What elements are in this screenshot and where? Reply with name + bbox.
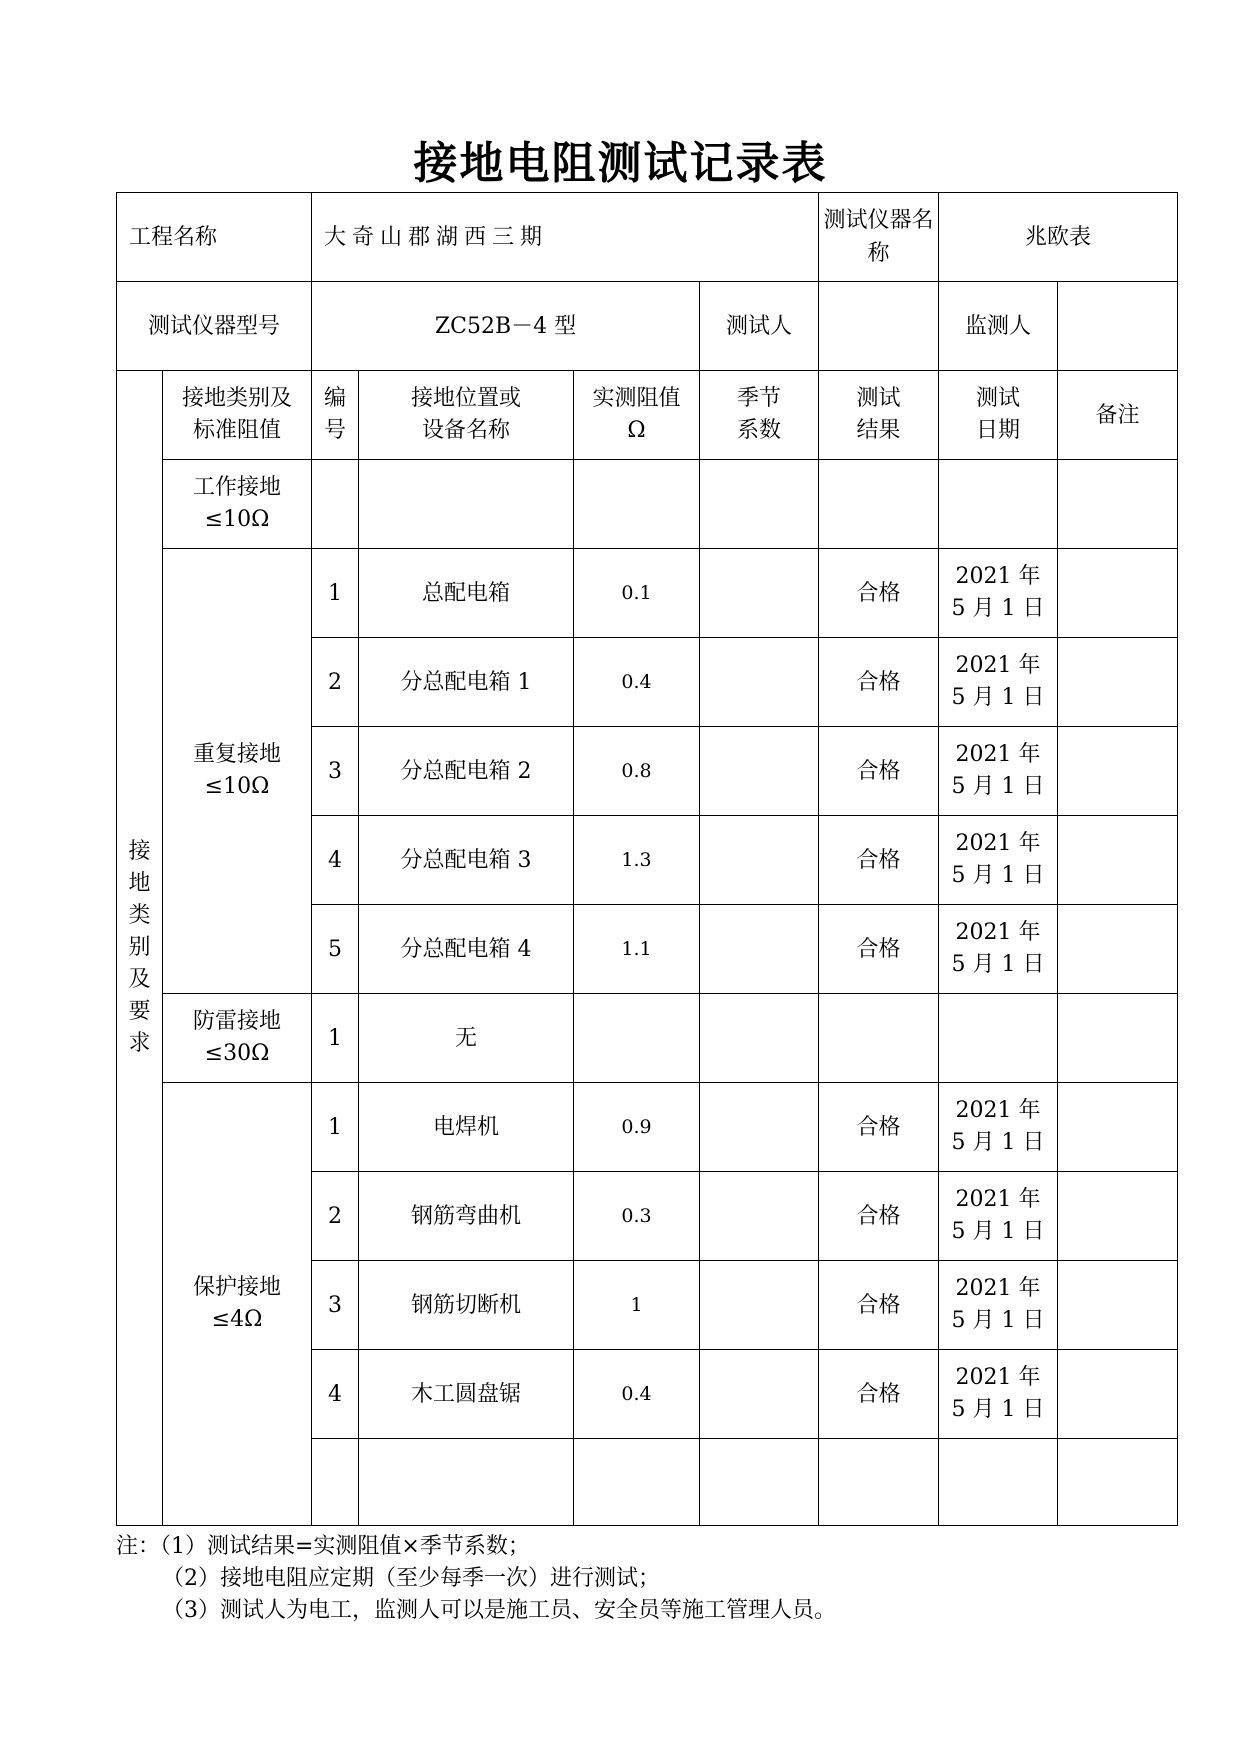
- cell-measured: 0.8: [574, 727, 700, 816]
- date-line: 5 月 1 日: [951, 1397, 1045, 1422]
- date-line: 5 月 1 日: [951, 1219, 1045, 1244]
- header-remark: 备注: [1058, 371, 1178, 460]
- cell-season: [700, 1172, 819, 1261]
- header-result-line: 测试: [856, 386, 901, 411]
- cell-date: [939, 727, 1058, 816]
- cell-remark: [1058, 994, 1178, 1083]
- cell-no: 2: [312, 638, 359, 727]
- document-title: 接地电阻测试记录表: [413, 138, 828, 189]
- cell-date: [939, 994, 1058, 1083]
- side-label-char: 类: [128, 903, 151, 928]
- info-row-1: [117, 193, 1178, 282]
- cell-result: [819, 460, 939, 549]
- category-cell: [163, 460, 312, 549]
- cell-date: [939, 1172, 1058, 1261]
- cell-season: [700, 727, 819, 816]
- instrument-name-value: 兆欧表: [939, 193, 1178, 282]
- cell-no: 1: [312, 1083, 359, 1172]
- note-line: 注：（1）测试结果=实测阻值×季节系数；: [116, 1534, 530, 1559]
- cell-date: [939, 1261, 1058, 1350]
- cell-season: [700, 549, 819, 638]
- date-line: 2021 年: [955, 920, 1041, 945]
- category-line: 重复接地: [193, 742, 282, 767]
- table-row: [117, 549, 1178, 638]
- side-label-char: 及: [128, 967, 151, 992]
- cell-result: 合格: [819, 1350, 939, 1439]
- date-line: 5 月 1 日: [951, 952, 1045, 977]
- side-label-char: 接: [128, 839, 151, 864]
- cell-no: 3: [312, 727, 359, 816]
- date-line: 5 月 1 日: [951, 774, 1045, 799]
- cell-result: 合格: [819, 727, 939, 816]
- cell-result: 合格: [819, 638, 939, 727]
- header-season-line: 系数: [737, 418, 782, 443]
- project-label: 工程名称: [117, 193, 312, 282]
- header-measured: [574, 371, 700, 460]
- cell-location: 电焊机: [359, 1083, 574, 1172]
- notes: [116, 1531, 836, 1627]
- instrument-name-label: 测试仪器名称: [819, 193, 939, 282]
- date-line: 5 月 1 日: [951, 1308, 1045, 1333]
- date-line: 2021 年: [955, 1365, 1041, 1390]
- instrument-model-label: 测试仪器型号: [117, 282, 312, 371]
- table-row: [117, 460, 1178, 549]
- table-row: [117, 1083, 1178, 1172]
- cell-location: 钢筋切断机: [359, 1261, 574, 1350]
- cell-season: [700, 1439, 819, 1526]
- cell-result: [819, 1439, 939, 1526]
- header-no-line: 编: [324, 386, 347, 411]
- cell-measured: 0.4: [574, 638, 700, 727]
- cell-measured: 1.3: [574, 816, 700, 905]
- category-line: ≤30Ω: [204, 1041, 270, 1066]
- cell-location: [359, 460, 574, 549]
- cell-remark: [1058, 1083, 1178, 1172]
- cell-date: [939, 1439, 1058, 1526]
- date-line: 5 月 1 日: [951, 685, 1045, 710]
- cell-date: [939, 905, 1058, 994]
- cell-remark: [1058, 1261, 1178, 1350]
- date-line: 2021 年: [955, 1276, 1041, 1301]
- header-measured-line: 实测阻值: [592, 386, 681, 411]
- date-line: 2021 年: [955, 831, 1041, 856]
- header-category-line: 标准阻值: [193, 418, 282, 443]
- cell-location: [359, 1439, 574, 1526]
- column-header-row: [117, 371, 1178, 460]
- cell-no: [312, 1439, 359, 1526]
- cell-season: [700, 905, 819, 994]
- header-location-line: 接地位置或: [411, 386, 522, 411]
- cell-date: [939, 460, 1058, 549]
- cell-date: [939, 1350, 1058, 1439]
- cell-date: [939, 638, 1058, 727]
- cell-location: 总配电箱: [359, 549, 574, 638]
- cell-location: 钢筋弯曲机: [359, 1172, 574, 1261]
- date-line: 5 月 1 日: [951, 1130, 1045, 1155]
- header-location-line: 设备名称: [422, 418, 511, 443]
- cell-date: [939, 549, 1058, 638]
- monitor-label: 监测人: [939, 282, 1058, 371]
- header-date: [939, 371, 1058, 460]
- header-no: [312, 371, 359, 460]
- side-label-char: 地: [128, 871, 151, 896]
- cell-remark: [1058, 905, 1178, 994]
- header-result-line: 结果: [856, 418, 901, 443]
- cell-measured: [574, 994, 700, 1083]
- cell-location: 分总配电箱 2: [359, 727, 574, 816]
- tester-value: [819, 282, 939, 371]
- cell-measured: 0.9: [574, 1083, 700, 1172]
- cell-measured: [574, 460, 700, 549]
- record-table: [116, 192, 1178, 1526]
- project-value: 大奇山郡湖西三期: [312, 193, 819, 282]
- note-line: （2）接地电阻应定期（至少每季一次）进行测试；: [162, 1566, 660, 1591]
- cell-result: 合格: [819, 1083, 939, 1172]
- cell-measured: 1.1: [574, 905, 700, 994]
- cell-no: 5: [312, 905, 359, 994]
- tester-label: 测试人: [700, 282, 819, 371]
- date-line: 2021 年: [955, 742, 1041, 767]
- cell-result: 合格: [819, 905, 939, 994]
- cell-season: [700, 1350, 819, 1439]
- header-season-line: 季节: [737, 386, 782, 411]
- cell-location: 无: [359, 994, 574, 1083]
- cell-measured: 0.1: [574, 549, 700, 638]
- cell-season: [700, 460, 819, 549]
- category-line: ≤4Ω: [211, 1307, 263, 1332]
- category-cell: [163, 549, 312, 994]
- cell-season: [700, 816, 819, 905]
- cell-no: 4: [312, 1350, 359, 1439]
- cell-location: 木工圆盘锯: [359, 1350, 574, 1439]
- header-category: [163, 371, 312, 460]
- date-line: 2021 年: [955, 1098, 1041, 1123]
- cell-no: 1: [312, 994, 359, 1083]
- header-location: [359, 371, 574, 460]
- cell-remark: [1058, 1350, 1178, 1439]
- side-label-char: 要: [128, 999, 151, 1024]
- date-line: 5 月 1 日: [951, 863, 1045, 888]
- cell-remark: [1058, 1439, 1178, 1526]
- date-line: 2021 年: [955, 1187, 1041, 1212]
- side-label-char: 求: [128, 1031, 151, 1056]
- cell-measured: 1: [574, 1261, 700, 1350]
- date-line: 5 月 1 日: [951, 596, 1045, 621]
- cell-season: [700, 1083, 819, 1172]
- header-date-line: 测试: [976, 386, 1021, 411]
- cell-remark: [1058, 549, 1178, 638]
- cell-result: 合格: [819, 549, 939, 638]
- cell-remark: [1058, 638, 1178, 727]
- cell-date: [939, 816, 1058, 905]
- side-label-char: 别: [128, 935, 151, 960]
- cell-season: [700, 638, 819, 727]
- cell-location: 分总配电箱 3: [359, 816, 574, 905]
- category-line: 防雷接地: [193, 1009, 282, 1034]
- header-season: [700, 371, 819, 460]
- date-line: 2021 年: [955, 653, 1041, 678]
- header-measured-line: Ω: [627, 418, 646, 443]
- cell-remark: [1058, 816, 1178, 905]
- cell-result: 合格: [819, 816, 939, 905]
- cell-measured: 0.3: [574, 1172, 700, 1261]
- category-line: 工作接地: [193, 475, 282, 500]
- category-cell: [163, 1083, 312, 1526]
- cell-result: 合格: [819, 1261, 939, 1350]
- cell-result: 合格: [819, 1172, 939, 1261]
- record-form: [116, 192, 1178, 1526]
- category-line: ≤10Ω: [204, 774, 270, 799]
- date-line: 2021 年: [955, 564, 1041, 589]
- cell-result: [819, 994, 939, 1083]
- note-line: （3）测试人为电工，监测人可以是施工员、安全员等施工管理人员。: [162, 1598, 836, 1623]
- cell-measured: 0.4: [574, 1350, 700, 1439]
- cell-no: [312, 460, 359, 549]
- category-line: 保护接地: [193, 1275, 282, 1300]
- table-row: [117, 994, 1178, 1083]
- cell-no: 4: [312, 816, 359, 905]
- info-row-2: [117, 282, 1178, 371]
- cell-no: 2: [312, 1172, 359, 1261]
- cell-location: 分总配电箱 4: [359, 905, 574, 994]
- cell-measured: [574, 1439, 700, 1526]
- side-label: [117, 371, 163, 1526]
- cell-no: 3: [312, 1261, 359, 1350]
- cell-date: [939, 1083, 1058, 1172]
- monitor-value: [1058, 282, 1178, 371]
- cell-remark: [1058, 727, 1178, 816]
- cell-remark: [1058, 1172, 1178, 1261]
- header-no-line: 号: [324, 418, 347, 443]
- category-line: ≤10Ω: [204, 507, 270, 532]
- instrument-model-value: ZC52B－4 型: [312, 282, 700, 371]
- cell-location: 分总配电箱 1: [359, 638, 574, 727]
- header-result: [819, 371, 939, 460]
- header-date-line: 日期: [976, 418, 1021, 443]
- cell-no: 1: [312, 549, 359, 638]
- cell-season: [700, 1261, 819, 1350]
- cell-season: [700, 994, 819, 1083]
- category-cell: [163, 994, 312, 1083]
- header-category-line: 接地类别及: [182, 386, 293, 411]
- cell-remark: [1058, 460, 1178, 549]
